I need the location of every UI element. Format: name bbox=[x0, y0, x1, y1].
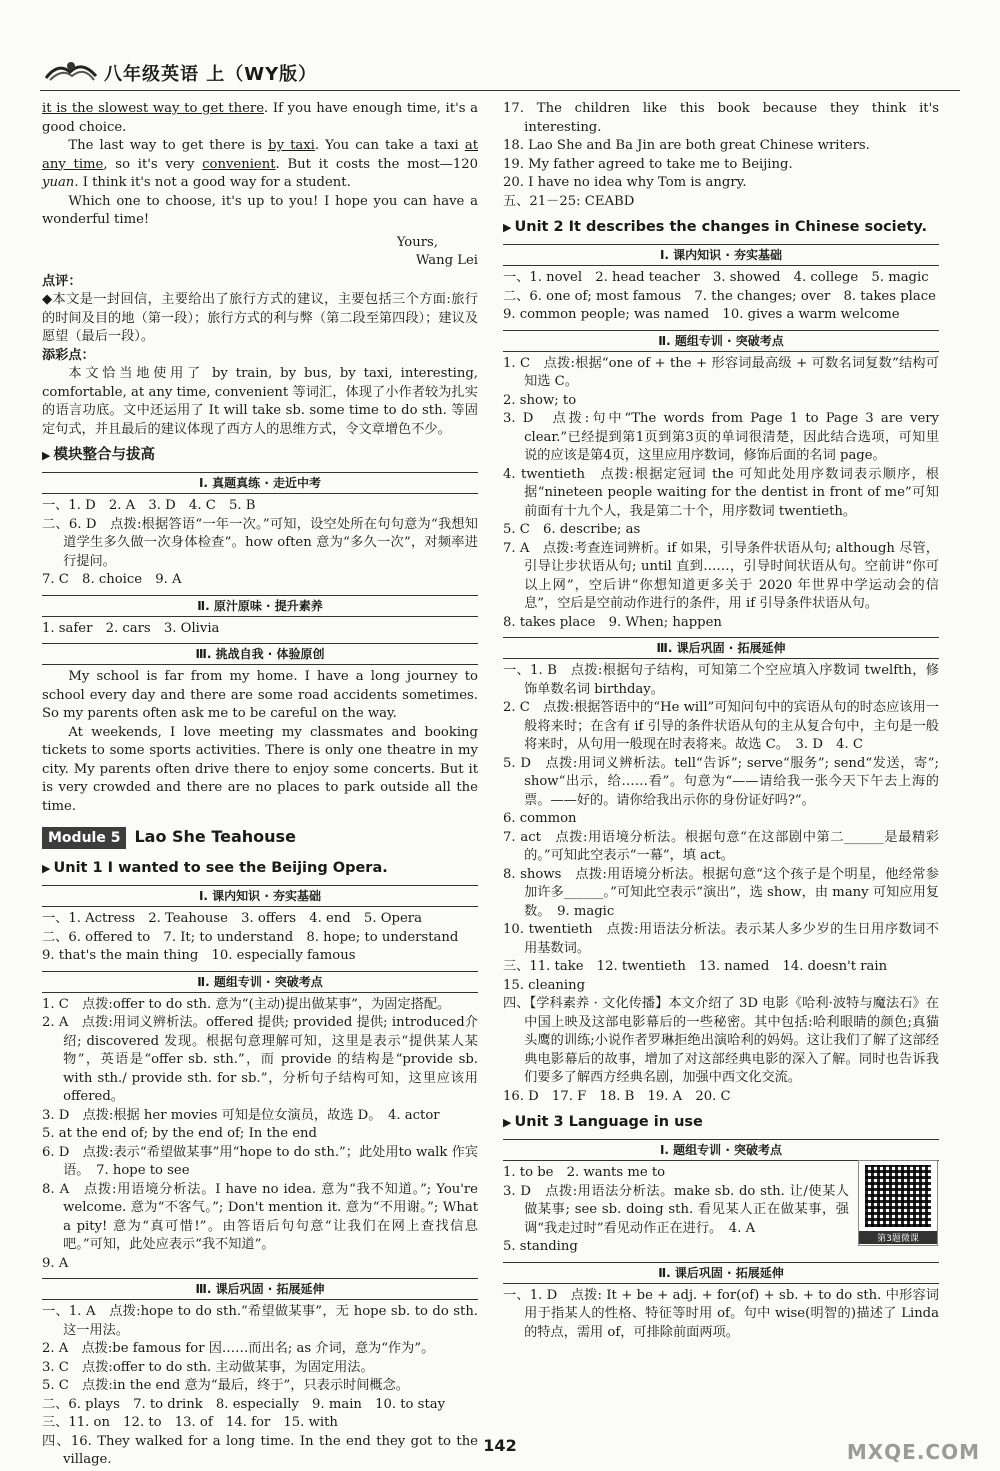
answer-line: 5. C 6. describe; as bbox=[503, 522, 641, 537]
qr-code[interactable] bbox=[858, 1160, 938, 1246]
letter-text: . If you have enough time, it's a good choice. bbox=[42, 101, 479, 135]
subsection-bar: Ⅲ. 课后巩固 · 拓展延伸 bbox=[503, 637, 939, 659]
right-column bbox=[503, 100, 939, 1342]
watermark: MXQE.COM bbox=[846, 1440, 980, 1464]
answer-line: 6. D 点拨:表示“希望做某事”用“hope to do sth.”；此处用to walk 作宾语。 7. hope to see bbox=[42, 1144, 478, 1178]
answer-line: 8. takes place 9. When; happen bbox=[503, 614, 722, 630]
signoff-yours: Yours, bbox=[396, 234, 438, 250]
answer-line: 2. show; to bbox=[503, 392, 577, 408]
subsection-bar: Ⅱ. 题组专训 · 突破考点 bbox=[42, 971, 478, 993]
answer-line: 15. cleaning bbox=[503, 977, 586, 993]
unit-heading bbox=[503, 1111, 939, 1134]
answer-line: 8. shows 点拨:用语境分析法。根据句意“这个孩子是个明星，他经常参加许多______。”可知此空表示“演出”，选 show，由 many 可知应用复数。 9. magic bbox=[503, 866, 939, 919]
answer-line: 6. common bbox=[503, 811, 577, 826]
qr-caption: 第3题微课 bbox=[859, 1231, 937, 1244]
answer-line: 5. standing bbox=[503, 1239, 578, 1254]
answer-line: 一、1. D 2. A 3. D 4. C 5. B bbox=[42, 498, 256, 513]
page-header bbox=[0, 0, 1000, 100]
subsection-bar: Ⅲ. 挑战自我 · 体验原创 bbox=[42, 643, 478, 665]
answer-line: 18. Lao She and Ba Jin are both great Chinese writers. bbox=[503, 138, 870, 153]
letter-text: yuan bbox=[42, 175, 75, 190]
answer-line: 2. A 点拨:be famous for 因……而出名; as 介词，意为“作为”。 bbox=[42, 1341, 435, 1356]
module-title: Lao She Teahouse bbox=[134, 827, 296, 846]
underlined-phrase: convenient bbox=[202, 156, 276, 172]
answer-line: 9. common people; was named 10. gives a warm welcome bbox=[503, 307, 900, 322]
unit-heading-text: Unit 3 Language in use bbox=[514, 1114, 703, 1130]
answer-line: 20. I have no idea why Tom is angry. bbox=[503, 175, 747, 190]
module-heading bbox=[42, 824, 478, 852]
answer-line: 五、21－25: CEABD bbox=[503, 193, 635, 209]
answer-line: 17. The children like this book because they think it's interesting. bbox=[503, 101, 939, 135]
answer-line: 7. C 8. choice 9. A bbox=[42, 572, 182, 587]
comment-label: 点评： bbox=[42, 273, 82, 289]
triangle-icon: ▶ bbox=[42, 449, 51, 462]
answer-line: 4. twentieth 点拨:根据定冠词 the 可知此处用序数词表示顺序，根据“nineteen people waiting for the dentist in front of me”可知前面有十九个人，我是第二十个，用序数词 twentieth。 bbox=[503, 466, 939, 519]
subsection-bar: Ⅰ. 课内知识 · 夯实基础 bbox=[503, 244, 939, 266]
answer-line: 一、1. B 点拨:根据句子结构，可知第二个空应填入序数词 twelfth，修饰单数名词 birthday。 bbox=[503, 663, 939, 697]
triangle-icon: ▶ bbox=[503, 221, 512, 234]
book-logo-icon bbox=[44, 58, 98, 84]
answer-line: 2. C 点拨:根据答语中的“He will”可知问句中的宾语从句的时态应该用一般将来时；在含有 if 引导的条件状语从句的主从复合句中，主句是一般将来时，从句用一般现在时表将来。故选 C。 3. D 4. C bbox=[503, 700, 939, 752]
answer-line: 1. C 点拨:根据“one of + the + 形容词最高级 + 可数名词复数”结构可知选 C。 bbox=[503, 355, 939, 389]
answer-line: 二、6. one of; most famous 7. the changes; over 8. takes place bbox=[503, 288, 936, 304]
answer-line: 二、6. offered to 7. It; to understand 8. hope; to understand bbox=[42, 929, 459, 945]
answer-line: 二、6. plays 7. to drink 8. especially 9. main 10. to stay bbox=[42, 1396, 446, 1412]
letter-text: . I think it's not a good way for a student. bbox=[74, 175, 351, 190]
answer-line: 3. D 点拨:用语法分析法。make sb. do sth. 让/使某人做某事; see sb. doing sth. 看见某人正在做某事，强调“我走过时”看见动作正在进行。 4. A bbox=[503, 1183, 849, 1236]
answer-line: 2. A 点拨:用词义辨析法。offered 提供; provided 提供; introduced介绍; discovered 发现。根据句意理解可知，这里是表示“提供某人某物”，英语是“offer sb. sth.”，而 provide 的结构是“provide sb. with sth./ provide sth. for sb.”，分析句子结构可知，这里应该用 offered。 bbox=[42, 1015, 478, 1104]
section-heading-text: 模块整合与拔高 bbox=[53, 447, 155, 463]
letter-text: , so it's very bbox=[103, 156, 203, 172]
underlined-phrase: by taxi bbox=[268, 138, 315, 153]
answer-line: 一、1. Actress 2. Teahouse 3. offers 4. end 5. Opera bbox=[42, 911, 422, 926]
answer-line: 三、11. on 12. to 13. of 14. for 15. with bbox=[42, 1415, 338, 1430]
subsection-bar: Ⅰ. 题组专训 · 突破考点 bbox=[503, 1139, 939, 1161]
answer-line: 四、16. They walked for a long time. In the end they got to the village. bbox=[42, 1433, 478, 1467]
answer-line: 10. twentieth 点拨:用语法分析法。表示某人多少岁的生日用序数词不用基数词。 bbox=[503, 922, 939, 956]
unit-heading-text: Unit 1 I wanted to see the Beijing Opera. bbox=[53, 860, 388, 876]
answer-line: 7. A 点拨:考查连词辨析。if 如果，引导条件状语从句; although 尽管，引导让步状语从句; until 直到……，引导时间状语从句。空前讲“你可以上网”，空后讲“你想知道更多关于 2020 年世界中学运动会的信息”，空后是空前动作进行的条件，用 if 引导条件状语从句。 bbox=[503, 540, 939, 611]
answer-line: 7. act 点拨:用语境分析法。根据句意“在这部剧中第二______是最精彩的。”可知此空表示“一幕”，填 act。 bbox=[503, 829, 939, 863]
answer-line: 1. C 点拨:offer to do sth. 意为“(主动)提出做某事”，为固定搭配。 bbox=[42, 996, 451, 1012]
unit-heading-text: Unit 2 It describes the changes in Chinese society. bbox=[514, 219, 928, 235]
letter-text: . But it costs the most—120 bbox=[275, 156, 478, 172]
answer-line: 19. My father agreed to take me to Beijing. bbox=[503, 156, 793, 172]
highlight-text: 本文恰当地使用了 by train, by bus, by taxi, interesting, comfortable, at any time, convenient 等词汇，体现了小作者较为扎实的语言功底。文中还运用了 It will take sb. some time to do sth. 等固定句式，并且最后的建议体现了西方人的思维方式，令文章增色不少。 bbox=[42, 366, 478, 437]
answer-line: 8. A 点拨:用语境分析法。I have no idea. 意为“我不知道。”; You're welcome. 意为“不客气。”; Don't mention it. 意为“不用谢。”; What a pity! 意为“真可惜!”。由答语后句句意“让我们在网上查找信息吧。”可知，此处应表示“我不知道”。 bbox=[42, 1181, 478, 1252]
answer-line: 3. C 点拨:offer to do sth. 主动做某事，为固定用法。 bbox=[42, 1359, 374, 1375]
essay-paragraph: My school is far from my home. I have a long journey to school every day and there are some road accidents sometimes. So my parents often ask me to be careful on the way. bbox=[42, 669, 478, 721]
module-badge: Module 5 bbox=[42, 827, 126, 849]
left-column bbox=[42, 100, 478, 1470]
header-rule bbox=[40, 90, 960, 91]
answer-line: 1. to be 2. wants me to bbox=[503, 1165, 666, 1180]
triangle-icon: ▶ bbox=[503, 1116, 512, 1129]
answer-line: 一、1. A 点拨:hope to do sth.“希望做某事”，无 hope sb. to do sth. 这一用法。 bbox=[42, 1304, 478, 1338]
answer-line: 5. C 点拨:in the end 意为“最后，终于”，只表示时间概念。 bbox=[42, 1378, 409, 1393]
book-title: 八年级英语 上（WY版） bbox=[104, 64, 318, 85]
unit-heading bbox=[42, 857, 478, 880]
underlined-phrase: it is the slowest way to get there bbox=[42, 101, 265, 116]
answer-line: 3. D 点拨:根据 her movies 可知是位女演员，故选 D。 4. actor bbox=[42, 1107, 440, 1123]
section-heading bbox=[42, 444, 478, 467]
unit3-block bbox=[503, 1164, 939, 1257]
subsection-bar: Ⅱ. 题组专训 · 突破考点 bbox=[503, 330, 939, 352]
answer-line: 1. safer 2. cars 3. Olivia bbox=[42, 620, 220, 636]
subsection-bar: Ⅰ. 课内知识 · 夯实基础 bbox=[42, 885, 478, 907]
page-number: 142 bbox=[483, 1436, 517, 1455]
answer-line: 四、【学科素养 · 文化传播】本文介绍了 3D 电影《哈利·波特与魔法石》在中国上映及这部电影幕后的一些秘密。其中包括:哈利眼睛的颜色;真猫头鹰的训练;小说作者罗琳拒绝出演哈利的妈妈。这让我们了解了这部经典电影幕后的故事，增加了对这部经典电影的深入了解。同时也告诉我们要多了解西方经典名剧，加强中西文化交流。 bbox=[503, 996, 939, 1085]
subsection-bar: Ⅱ. 课后巩固 · 拓展延伸 bbox=[503, 1262, 939, 1284]
letter-paragraph-3: Which one to choose, it's up to you! I hope you can have a wonderful time! bbox=[42, 193, 478, 227]
answer-line: 3. D 点拨:句中“The words from Page 1 to Page 3 are very clear.”已经提到第1页到第3页的单词很清楚，因此结合选项，可知里说的应该是第4页，这里应用序数词，修饰后面的名词 page。 bbox=[503, 411, 939, 463]
signoff-name: Wang Lei bbox=[415, 253, 478, 268]
underlined-phrase: at any time bbox=[42, 138, 478, 172]
unit-heading bbox=[503, 216, 939, 239]
letter-paragraph-2 bbox=[42, 137, 478, 193]
letter-text: The last way to get there is bbox=[68, 138, 269, 153]
answer-line: 16. D 17. F 18. B 19. A 20. C bbox=[503, 1088, 731, 1104]
answer-line: 5. at the end of; by the end of; In the end bbox=[42, 1126, 317, 1141]
letter-text: . You can take a taxi bbox=[314, 138, 465, 153]
triangle-icon: ▶ bbox=[42, 862, 51, 875]
subsection-bar: Ⅱ. 原汁原味 · 提升素养 bbox=[42, 595, 478, 617]
answer-line: 9. A bbox=[42, 1255, 69, 1271]
answer-line: 二、6. D 点拨:根据答语“一年一次。”可知，设空处所在句句意为“我想知道学生多久做一次身体检查”。how often 意为“多久一次”，对频率进行提问。 bbox=[42, 516, 478, 569]
subsection-bar: Ⅰ. 真题真练 · 走近中考 bbox=[42, 472, 478, 494]
comment-text: ◆本文是一封回信，主要给出了旅行方式的建议，主要包括三个方面:旅行的时间及目的地（第一段）；旅行方式的利与弊（第二段至第四段）；建议及愿望（最后一段）。 bbox=[42, 292, 478, 344]
answer-line: 一、1. novel 2. head teacher 3. showed 4. college 5. magic bbox=[503, 270, 929, 285]
highlight-label: 添彩点： bbox=[42, 347, 95, 363]
letter-paragraph-1 bbox=[42, 100, 478, 137]
answer-line: 一、1. D 点拨: It + be + adj. + for(of) + sb. + to do sth. 中形容词用于指某人的性格、特征等时用 of。句中 wise(明智的)描述了 Linda 的特点，需用 of，可排除前面两项。 bbox=[503, 1287, 939, 1340]
essay-paragraph: At weekends, I love meeting my classmates and booking tickets to some sports activities. There is only one theatre in my city. My parents often drive there to enjoy some concerts. But it is very crowded and there are no places to park outside all the time. bbox=[42, 724, 478, 814]
answer-line: 5. D 点拨:用词义辨析法。tell“告诉”; serve“服务”; send“发送，寄”; show“出示，给……看”。句意为“——请给我一张今天下午去上海的票。——好的。请你给我出示你的身份证好吗?”。 bbox=[503, 755, 939, 808]
answer-line: 三、11. take 12. twentieth 13. named 14. doesn't rain bbox=[503, 959, 888, 974]
subsection-bar: Ⅲ. 课后巩固 · 拓展延伸 bbox=[42, 1278, 478, 1300]
answer-line: 9. that's the main thing 10. especially famous bbox=[42, 948, 356, 963]
qr-code-icon bbox=[865, 1165, 931, 1227]
